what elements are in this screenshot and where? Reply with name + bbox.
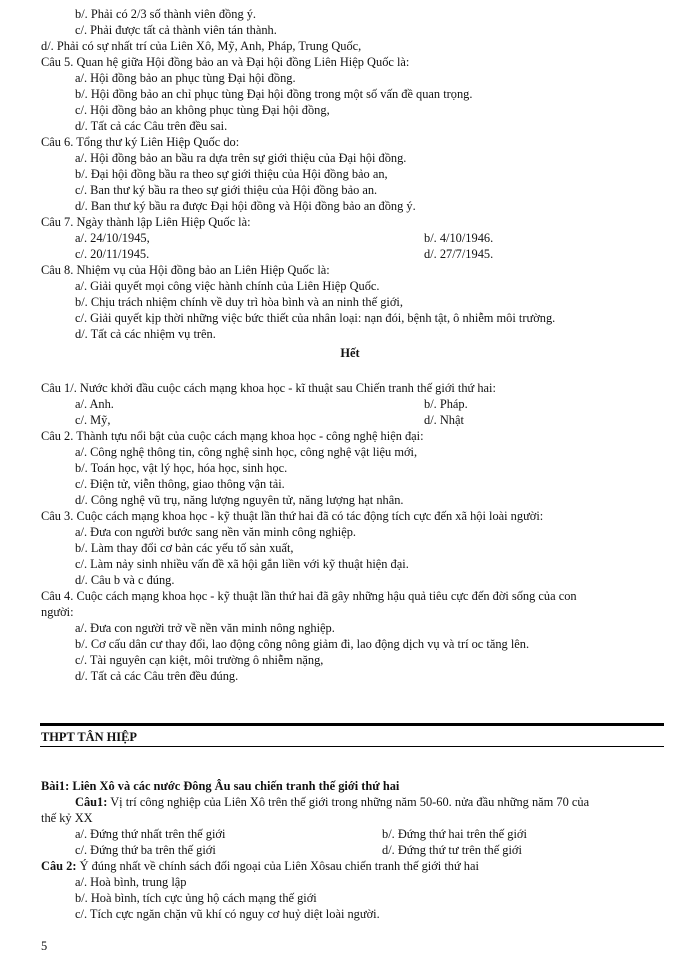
question-line: Câu 7. Ngày thành lập Liên Hiệp Quốc là: (41, 215, 251, 229)
answer-line: a/. Đưa con người bước sang nền văn minh công nghiệp. (75, 525, 357, 539)
answer-line: d/. Tất cả các Câu trên đều sai. (75, 119, 228, 133)
answer-line: a/. Công nghệ thông tin, công nghệ sinh học, công nghệ vật liệu mới, (75, 445, 418, 459)
answer-line: d/. 27/7/1945. (424, 247, 494, 261)
question-line: Câu 8. Nhiệm vụ của Hội đồng bảo an Liên Hiệp Quốc là: (41, 263, 330, 277)
answer-line: d/. Tất cả các Câu trên đều đúng. (75, 669, 239, 683)
answer-line: c/. Điện tử, viễn thông, giao thông vận tải. (75, 477, 285, 491)
answer-line: c/. Phải được tất cả thành viên tán thành. (75, 23, 277, 37)
question-label: Câu 2: (41, 859, 77, 873)
end-label: Hết (340, 346, 360, 360)
question-line: Câu 6. Tổng thư ký Liên Hiệp Quốc do: (41, 135, 240, 149)
answer-line: c/. Hội đồng bảo an không phục tùng Đại hội đồng, (75, 103, 330, 117)
question-line: Câu 2. Thành tựu nổi bật của cuộc cách mạng khoa học - công nghệ hiện đại: (41, 429, 424, 443)
answer-line: b/. Pháp. (424, 397, 468, 411)
section-title: THPT TÂN HIỆP (41, 730, 137, 744)
page-number: 5 (41, 939, 48, 953)
answer-line: a/. Anh. (75, 397, 114, 411)
answer-line: b/. Toán học, vật lý học, hóa học, sinh học. (75, 461, 288, 475)
answer-line: c/. Tài nguyên cạn kiệt, môi trường ô nhiễm nặng, (75, 653, 324, 667)
answer-line: a/. Hoà bình, trung lập (75, 875, 187, 889)
answer-line: b/. Cơ cấu dân cư thay đổi, lao động công nông giảm đi, lao động dịch vụ và trí oc tăng lên. (75, 637, 530, 651)
answer-line: a/. Giải quyết mọi công việc hành chính của Liên Hiệp Quốc. (75, 279, 380, 293)
answer-line: a/. 24/10/1945, (75, 231, 150, 245)
answer-line: b/. Đứng thứ hai trên thế giới (382, 827, 527, 841)
answer-line: c/. 20/11/1945. (75, 247, 150, 261)
answer-line: b/. Hoà bình, tích cực ủng hộ cách mạng thế giới (75, 891, 317, 905)
answer-line: c/. Tích cực ngăn chặn vũ khí có nguy cơ huỷ diệt loài người. (75, 907, 380, 921)
lesson-title: Bài1: Liên Xô và các nước Đông Âu sau chiến tranh thế giới thứ hai (41, 779, 400, 793)
answer-line: d/. Ban thư ký bầu ra được Đại hội đồng và Hội đồng bảo an đồng ý. (75, 199, 416, 213)
section-rule-top (40, 723, 664, 726)
question-line: Câu 5. Quan hệ giữa Hội đồng bảo an và Đại hội đồng Liên Hiệp Quốc là: (41, 55, 410, 69)
answer-line: c/. Mỹ, (75, 413, 111, 427)
section-rule-bottom (40, 746, 664, 747)
answer-line: d/. Nhật (424, 413, 464, 427)
answer-line: d/. Công nghệ vũ trụ, năng lượng nguyên tử, năng lượng hạt nhân. (75, 493, 404, 507)
answer-line: d/. Đứng thứ tư trên thế giới (382, 843, 522, 857)
question-line: Câu 3. Cuộc cách mạng khoa học - kỹ thuật lần thứ hai đã có tác động tích cực đến xã hội loài người: (41, 509, 544, 523)
question-text: Ý đúng nhất về chính sách đối ngoại của Liên Xôsau chiến tranh thế giới thứ hai (76, 859, 479, 873)
question-text: Vị trí công nghiệp của Liên Xô trên thế giới trong những năm 50-60. nửa đầu những năm 70 của (107, 795, 590, 809)
question-line-cont: thế kỷ XX (41, 811, 93, 825)
answer-line: c/. Ban thư ký bầu ra theo sự giới thiệu của Hội đồng bảo an. (75, 183, 378, 197)
answer-line: b/. Làm thay đổi cơ bản các yếu tố sản xuất, (75, 541, 294, 555)
answer-line: a/. Đứng thứ nhất trên thế giới (75, 827, 226, 841)
answer-line: a/. Hội đồng bảo an phục tùng Đại hội đồng. (75, 71, 296, 85)
answer-line: b/. Phải có 2/3 số thành viên đồng ý. (75, 7, 257, 21)
answer-line: b/. Đại hội đồng bầu ra theo sự giới thiệu của Hội đồng bảo an, (75, 167, 388, 181)
answer-line: d/. Phải có sự nhất trí của Liên Xô, Mỹ, Anh, Pháp, Trung Quốc, (41, 39, 362, 53)
answer-line: d/. Tất cả các nhiệm vụ trên. (75, 327, 216, 341)
answer-line: b/. Chịu trách nhiệm chính về duy trì hòa bình và an ninh thế giới, (75, 295, 403, 309)
answer-line: c/. Giải quyết kịp thời những việc bức thiết của nhân loại: nạn đói, bệnh tật, ô nhiễm môi trường. (75, 311, 556, 325)
answer-line: c/. Làm nảy sinh nhiều vấn đề xã hội gắn liền với kỹ thuật hiện đại. (75, 557, 409, 571)
question-line-cont: người: (41, 605, 74, 619)
question-line: Câu 4. Cuộc cách mạng khoa học - kỹ thuật lần thứ hai đã gây những hậu quả tiêu cực đến đời sống của con (41, 589, 577, 603)
answer-line: a/. Đưa con người trở về nền văn minh nông nghiệp. (75, 621, 335, 635)
answer-line: b/. Hội đồng bảo an chỉ phục tùng Đại hội đồng trong một số vấn đề quan trọng. (75, 87, 473, 101)
answer-line: b/. 4/10/1946. (424, 231, 494, 245)
answer-line: a/. Hội đồng bảo an bầu ra dựa trên sự giới thiệu của Đại hội đồng. (75, 151, 407, 165)
question-line (41, 858, 479, 874)
question-line (75, 794, 589, 810)
question-label: Câu1: (75, 795, 108, 809)
answer-line: d/. Câu b và c đúng. (75, 573, 175, 587)
question-line: Câu 1/. Nước khởi đầu cuộc cách mạng khoa học - kĩ thuật sau Chiến tranh thế giới thứ hai: (41, 381, 496, 395)
answer-line: c/. Đứng thứ ba trên thế giới (75, 843, 216, 857)
